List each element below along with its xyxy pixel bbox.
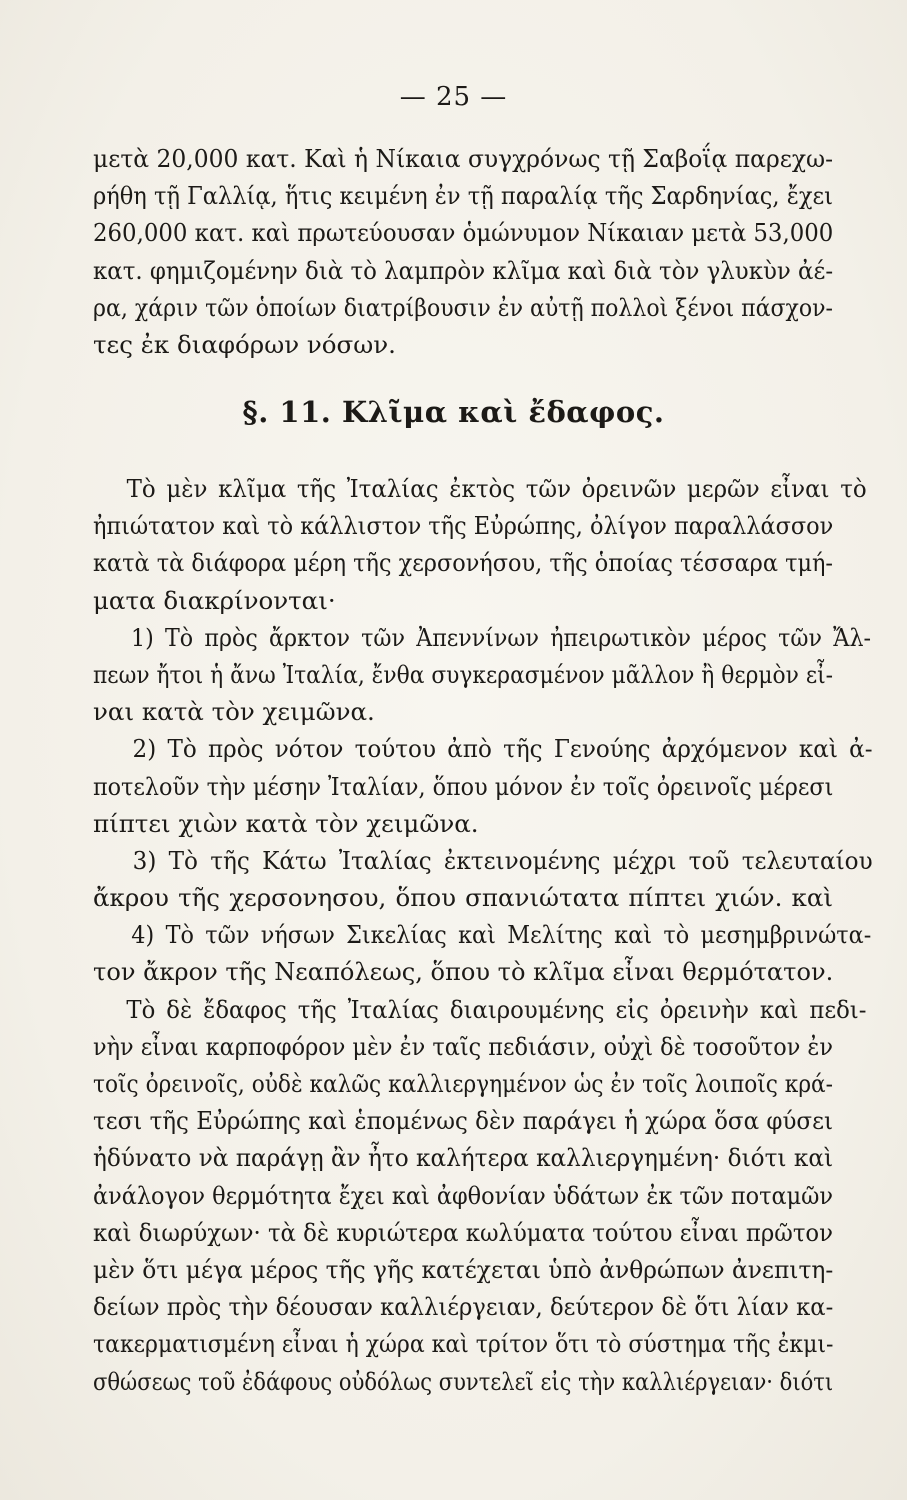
text-line: μετὰ 20,000 κατ. Καὶ ἡ Νίκαια συγχρόνως τῇ Σαβοΐᾳ παρεχω-: [93, 144, 833, 173]
text-line: ναι κατὰ τὸν χειμῶνα.: [93, 697, 375, 727]
text-line: τακερματισμένη εἶναι ἡ χώρα καὶ τρίτον ὅτι τὸ σύστημα τῆς ἐκμι-: [93, 1329, 834, 1359]
text-line: 2) Τὸ πρὸς νότον τούτου ἀπὸ τῆς Γενούης ἀρχόμενον καὶ ἀ-: [132, 734, 873, 764]
text-line: 1) Τὸ πρὸς ἄρκτον τῶν Ἀπεννίνων ἠπειρωτικὸν μέρος τῶν Ἄλ-: [130, 622, 871, 652]
text-line: ἀνάλογον θερμότητα ἔχει καὶ ἀφθονίαν ὑδάτων ἐκ τῶν ποταμῶν: [93, 1180, 833, 1210]
text-line: ρήθη τῇ Γαλλίᾳ, ἥτις κειμένη ἐν τῇ παραλίᾳ τῆς Σαρδηνίας, ἔχει: [93, 181, 833, 211]
text-line: νὴν εἶναι καρποφόρον μὲν ἐν ταῖς πεδιάσιν, οὐχὶ δὲ τοσοῦτον ἐν: [93, 1031, 833, 1061]
text-line: 3) Τὸ τῆς Κάτω Ἰταλίας ἐκτεινομένης μέχρι τοῦ τελευταίου: [132, 845, 873, 875]
text-line: ματα διακρίνονται·: [93, 585, 336, 615]
text-line: καὶ διωρύχων· τὰ δὲ κυριώτερα κωλύματα τούτου εἶναι πρῶτον: [93, 1217, 833, 1247]
text-line: ἠπιώτατον καὶ τὸ κάλλιστον τῆς Εὐρώπης, ὀλίγον παραλλάσσον: [93, 511, 834, 541]
text-line: τεσι τῆς Εὐρώπης καὶ ἑπομένως δὲν παράγει ἡ χώρα ὅσα φύσει: [93, 1106, 833, 1136]
section-body: [93, 470, 873, 1400]
page-number: — 25 —: [399, 82, 508, 112]
text-line: σθώσεως τοῦ ἐδάφους οὐδόλως συντελεῖ εἰς τὴν καλλιέργειαν· διότι: [93, 1366, 834, 1396]
text-line: μὲν ὅτι μέγα μέρος τῆς γῆς κατέχεται ὑπὸ ἀνθρώπων ἀνεπιτη-: [93, 1254, 834, 1284]
text-line: Τὸ μὲν κλῖμα τῆς Ἰταλίας ἐκτὸς τῶν ὀρεινῶν μερῶν εἶναι τὸ: [126, 474, 867, 503]
section-heading: §. 11. Κλῖμα καὶ ἔδαφος.: [242, 395, 665, 429]
text-line: ρα, χάριν τῶν ὁποίων διατρίβουσιν ἐν αὐτῇ πολλοὶ ξένοι πάσχον-: [93, 292, 833, 322]
text-line: τον ἄκρον τῆς Νεαπόλεως, ὅπου τὸ κλῖμα εἶναι θερμότατον.: [93, 957, 834, 987]
text-line: ἠδύνατο νὰ παράγῃ ἂν ἦτο καλήτερα καλλιεργημένη· διότι καὶ: [93, 1143, 834, 1173]
intro-paragraph: [93, 140, 833, 363]
text-line: τες ἐκ διαφόρων νόσων.: [93, 329, 396, 359]
text-line: πεων ἤτοι ἡ ἄνω Ἰταλία, ἔνθα συγκερασμένον μᾶλλον ἢ θερμὸν εἶ-: [93, 659, 833, 689]
text-line: 260,000 κατ. καὶ πρωτεύουσαν ὁμώνυμον Νίκαιαν μετὰ 53,000: [93, 218, 834, 248]
text-line: 4) Τὸ τῶν νήσων Σικελίας καὶ Μελίτης καὶ τὸ μεσημβρινώτα-: [131, 920, 872, 950]
text-line: πίπτει χιὼν κατὰ τὸν χειμῶνα.: [93, 808, 479, 838]
text-line: τοῖς ὀρεινοῖς, οὐδὲ καλῶς καλλιεργημένον ὡς ἐν τοῖς λοιποῖς κρά-: [93, 1069, 833, 1098]
text-line: Τὸ δὲ ἔδαφος τῆς Ἰταλίας διαιρουμένης εἰς ὀρεινὴν καὶ πεδι-: [126, 994, 867, 1024]
text-line: ἄκρου τῆς χερσονησου, ὅπου σπανιώτατα πίπτει χιών. καὶ: [93, 883, 833, 913]
text-line: κατὰ τὰ διάφορα μέρη τῆς χερσονήσου, τῆς ὁποίας τέσσαρα τμή-: [93, 548, 833, 578]
text-line: ποτελοῦν τὴν μέσην Ἰταλίαν, ὅπου μόνον ἐν τοῖς ὀρεινοῖς μέρεσι: [93, 771, 834, 801]
text-line: δείων πρὸς τὴν δέουσαν καλλιέργειαν, δεύτερον δὲ ὅτι λίαν κα-: [93, 1292, 834, 1322]
text-line: κατ. φημιζομένην διὰ τὸ λαμπρὸν κλῖμα καὶ διὰ τὸν γλυκὺν ἀέ-: [93, 255, 834, 285]
